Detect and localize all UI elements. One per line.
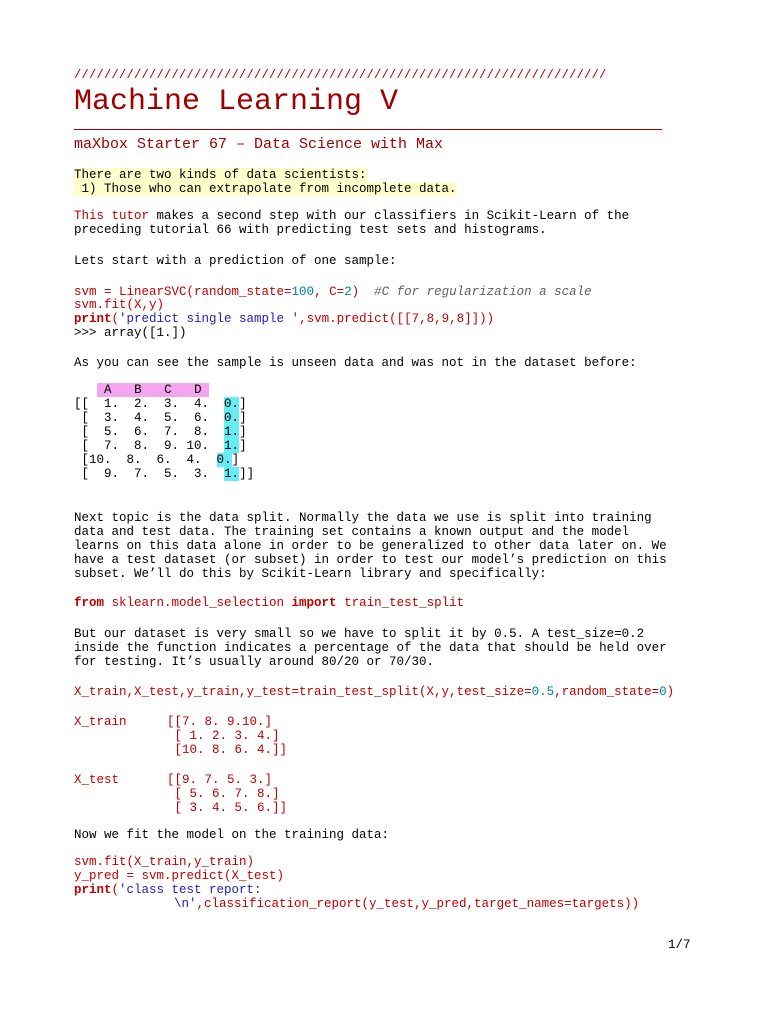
label-cell: 1. xyxy=(224,425,240,439)
dataset-row: [ 5. 6. 7. 8. 1.] xyxy=(74,425,247,439)
quote-line-1: There are two kinds of data scientists: xyxy=(74,168,367,182)
small-paragraph-line: But our dataset is very small so we have to split it by 0.5. A test_size=0.2 xyxy=(74,627,645,641)
sample-note: As you can see the sample is unseen data and was not in the dataset before: xyxy=(74,356,637,370)
label-cell: 0. xyxy=(224,397,240,411)
split-paragraph-line: have a test dataset (or subset) in order to test our model’s prediction on this xyxy=(74,553,667,567)
column-header: A xyxy=(104,383,112,397)
x-train-row: [ 1. 2. 3. 4.] xyxy=(167,729,280,743)
title-underline xyxy=(74,129,662,130)
label-cell: 0. xyxy=(224,411,240,425)
code-import-line: from sklearn.model_selection import train_test_split xyxy=(74,596,465,610)
column-header: D xyxy=(194,383,202,397)
page-number: 1/7 xyxy=(668,938,691,952)
x-test-row: [ 5. 6. 7. 8.] xyxy=(167,787,280,801)
intro-link: This tutor xyxy=(74,209,150,223)
small-paragraph-line: for testing. It’s usually around 80/20 or 70/30. xyxy=(74,655,435,669)
split-paragraph-line: Next topic is the data split. Normally the data we use is split into training xyxy=(74,511,652,525)
column-header: C xyxy=(164,383,172,397)
quote-line-2: 1) Those who can extrapolate from incomplete data. xyxy=(74,182,457,196)
dataset-row: [[ 1. 2. 3. 4. 0.] xyxy=(74,397,247,411)
x-test-row: [[9. 7. 5. 3.] xyxy=(167,773,273,787)
column-header: B xyxy=(134,383,142,397)
code-fit-train-line: svm.fit(X_train,y_train) xyxy=(74,855,255,869)
label-cell: 1. xyxy=(224,467,240,481)
code-linearsvc-line: svm = LinearSVC(random_state=100, C=2) #C for regularization a scale xyxy=(74,285,592,299)
x-train-row: [[7. 8. 9.10.] xyxy=(167,715,273,729)
code-output-line: >>> array([1.]) xyxy=(74,326,187,340)
prediction-intro: Lets start with a prediction of one sample: xyxy=(74,254,397,268)
x-train-label: X_train xyxy=(74,715,127,729)
document-title: Machine Learning V xyxy=(74,85,399,119)
code-report-line-2: \n',classification_report(y_test,y_pred,target_names=targets)) xyxy=(174,897,640,911)
code-print-line: print('predict single sample ',svm.predict([[7,8,9,8]])) xyxy=(74,312,495,326)
dataset-row: [ 9. 7. 5. 3. 1.]] xyxy=(74,467,255,481)
label-cell: 1. xyxy=(224,439,240,453)
intro-line-2: preceding tutorial 66 with predicting test sets and histograms. xyxy=(74,223,547,237)
fit-note: Now we fit the model on the training data: xyxy=(74,828,390,842)
dataset-row: [ 7. 8. 9. 10. 1.] xyxy=(74,439,247,453)
code-split-call: X_train,X_test,y_train,y_test=train_test_split(X,y,test_size=0.5,random_state=0) xyxy=(74,685,675,699)
x-test-row: [ 3. 4. 5. 6.]] xyxy=(167,801,288,815)
split-paragraph-line: subset. We’ll do this by Scikit-Learn library and specifically: xyxy=(74,567,547,581)
dataset-row: [ 3. 4. 5. 6. 0.] xyxy=(74,411,247,425)
code-predict-line: y_pred = svm.predict(X_test) xyxy=(74,869,285,883)
split-paragraph-line: data and test data. The training set contains a known output and the model xyxy=(74,525,630,539)
small-paragraph-line: inside the function indicates a percentage of the data that should be held over xyxy=(74,641,667,655)
dataset-row: [10. 8. 6. 4. 0.] xyxy=(74,453,240,467)
code-fit-line: svm.fit(X,y) xyxy=(74,298,165,312)
split-paragraph-line: learns on this data alone in order to be generalized to other data later on. We xyxy=(74,539,667,553)
x-test-label: X_test xyxy=(74,773,120,787)
label-cell: 0. xyxy=(216,453,232,467)
x-train-row: [10. 8. 6. 4.]] xyxy=(167,743,288,757)
document-subtitle: maXbox Starter 67 – Data Science with Max xyxy=(74,136,444,153)
code-report-line-1: print('class test report: xyxy=(74,883,262,897)
title-slash-rule: /////////////////////////////////////////////////////////////////////// xyxy=(74,68,607,82)
dataset-header-row xyxy=(74,383,209,397)
intro-line-1: This tutor makes a second step with our classifiers in Scikit-Learn of the xyxy=(74,209,630,223)
